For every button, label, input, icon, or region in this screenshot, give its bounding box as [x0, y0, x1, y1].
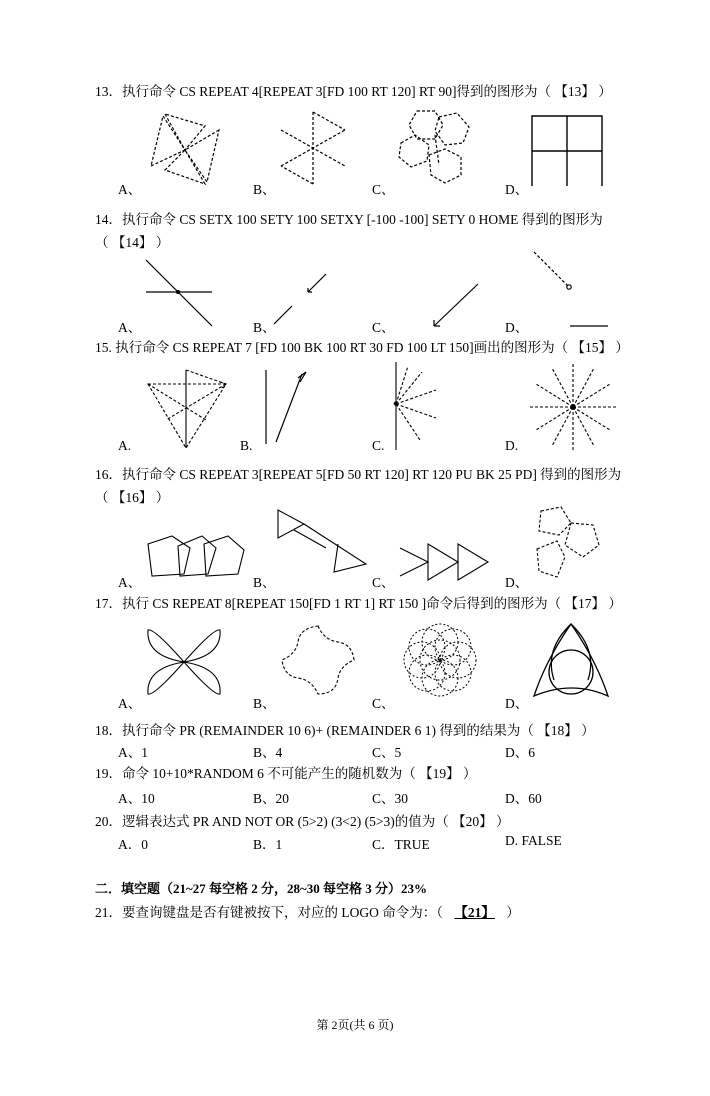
q15-option-c: C. — [372, 438, 385, 453]
q13-option-a: A、 — [118, 182, 142, 197]
q17-option-c: C、 — [372, 696, 395, 711]
q16-option-a: A、 — [118, 575, 142, 590]
question-20-text: 20．逻辑表达式 PR AND NOT OR (5>2) (3<2) (5>3)的值为（ 【20】 ） — [95, 814, 510, 829]
q15-option-b: B. — [240, 438, 253, 453]
q16-option-d: D、 — [505, 575, 529, 590]
question-14-line1: 14．执行命令 CS SETX 100 SETY 100 SETXY [-100 -100] SETY 0 HOME 得到的图形为 — [95, 212, 603, 227]
q20-option-d: D. FALSE — [505, 833, 562, 848]
q15-option-a: A. — [118, 438, 132, 453]
q17-figure-b — [276, 620, 360, 700]
q16-figure-b — [274, 508, 372, 578]
q15-figure-d — [528, 362, 618, 452]
question-21-close: ） — [506, 905, 520, 920]
q13-figure-d — [530, 114, 604, 188]
q16-figure-d — [527, 505, 603, 581]
page-footer: 第 2页(共 6 页) — [316, 1018, 394, 1032]
q13-option-d: D、 — [505, 182, 529, 197]
q14-figure-b — [270, 270, 330, 328]
question-21-text: 21．要查询键盘是否有键被按下，对应的 LOGO 命令为：（ — [95, 905, 443, 920]
question-13-text: 13．执行命令 CS REPEAT 4[REPEAT 3[FD 100 RT 120] RT 90]得到的图形为（ 【13】 ） — [95, 84, 612, 99]
question-17-text: 17．执行 CS REPEAT 8[REPEAT 150[FD 1 RT 1] RT 150 ]命令后得到的图形为（ 【17】 ） — [95, 596, 622, 611]
q13-option-c: C、 — [372, 182, 395, 197]
q14-figure-d — [532, 250, 610, 328]
q19-option-c: C、30 — [372, 791, 409, 806]
q16-figure-a — [144, 530, 248, 582]
q17-option-a: A、 — [118, 696, 142, 711]
q15-figure-b — [262, 366, 312, 448]
q18-option-d: D、6 — [505, 745, 535, 760]
q18-option-a: A、1 — [118, 745, 148, 760]
q14-option-b: B、 — [253, 320, 276, 335]
question-19-text: 19．命令 10+10*RANDOM 6 不可能产生的随机数为（ 【19】 ） — [95, 766, 477, 781]
q20-option-a: A．0 — [118, 837, 148, 852]
q17-option-b: B、 — [253, 696, 276, 711]
q17-figure-d — [528, 620, 614, 702]
q17-option-d: D、 — [505, 696, 529, 711]
q14-option-a: A、 — [118, 320, 142, 335]
q15-figure-c — [378, 360, 438, 452]
q14-figure-c — [432, 282, 480, 328]
q18-option-c: C、5 — [372, 745, 402, 760]
q17-figure-c — [396, 616, 484, 704]
q14-option-c: C、 — [372, 320, 395, 335]
q17-figure-a — [144, 626, 224, 698]
q19-option-b: B、20 — [253, 791, 290, 806]
question-14-line2: （ 【14】 ） — [95, 235, 170, 250]
question-18-text: 18．执行命令 PR (REMAINDER 10 6)+ (REMAINDER 6 1) 得到的结果为（ 【18】 ） — [95, 723, 595, 738]
q14-option-d: D、 — [505, 320, 529, 335]
q15-figure-a — [144, 368, 230, 450]
q19-option-a: A、10 — [118, 791, 155, 806]
q20-option-b: B．1 — [253, 837, 283, 852]
q13-figure-a — [145, 108, 225, 188]
q16-option-c: C、 — [372, 575, 395, 590]
question-21-line — [95, 901, 520, 921]
answer-blank-21[interactable]: 【21】 — [454, 905, 495, 920]
question-16-line1: 16．执行命令 CS REPEAT 3[REPEAT 5[FD 50 RT 120] RT 120 PU BK 25 PD] 得到的图形为 — [95, 467, 622, 482]
q16-figure-c — [396, 540, 492, 582]
q13-figure-c — [395, 105, 477, 189]
q13-option-b: B、 — [253, 182, 276, 197]
q13-figure-b — [277, 108, 349, 188]
q15-option-d: D. — [505, 438, 519, 453]
question-16-line2: （ 【16】 ） — [95, 490, 170, 505]
section-heading: 二．填空题（21~27 每空格 2 分，28~30 每空格 3 分）23% — [95, 881, 428, 896]
question-15-text: 15. 执行命令 CS REPEAT 7 [FD 100 BK 100 RT 30 FD 100 LT 150]画出的图形为（ 【15】 ） — [95, 340, 629, 355]
q19-option-d: D、60 — [505, 791, 542, 806]
q20-option-c: C．TRUE — [372, 837, 430, 852]
q18-option-b: B、4 — [253, 745, 283, 760]
q14-figure-a — [142, 256, 216, 328]
q16-option-b: B、 — [253, 575, 276, 590]
